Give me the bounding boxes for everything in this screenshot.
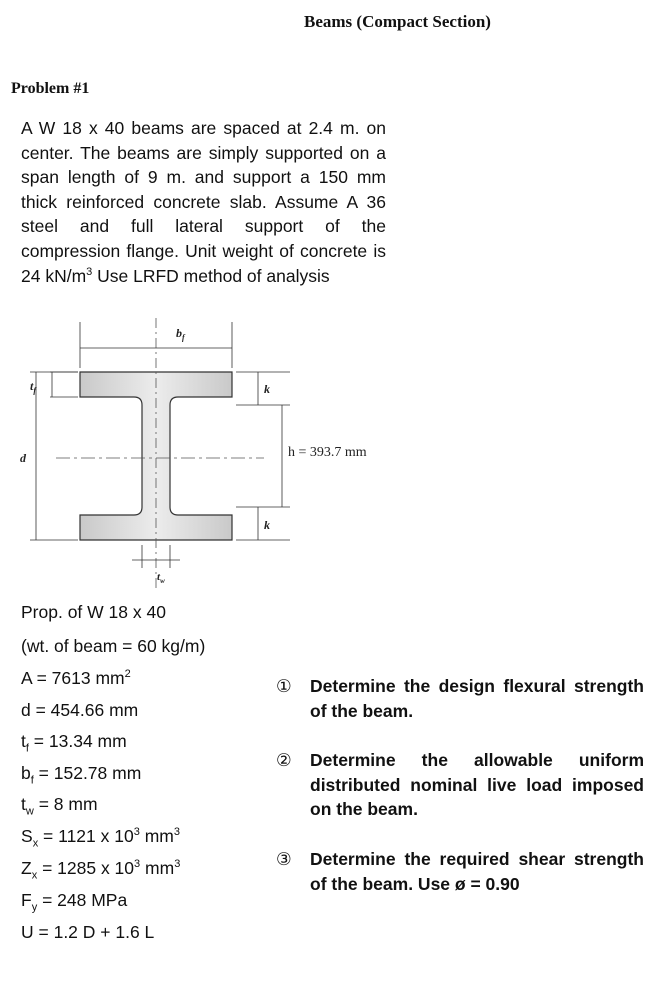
beam-weight: (wt. of beam = 60 kg/m) bbox=[21, 636, 206, 656]
tf-value: $t_f = 13.34$ mm bbox=[21, 731, 127, 755]
tw-label: $t_w$ bbox=[157, 571, 165, 585]
problem-statement bbox=[21, 116, 386, 288]
page-title: Beams (Compact Section) bbox=[304, 12, 491, 31]
tw-value: $t_w = 8$ mm bbox=[21, 794, 98, 818]
question-number: ② bbox=[276, 750, 292, 770]
question-number: ① bbox=[276, 676, 292, 696]
zx-value: $Z_x = 1285$ x $10^3$ $mm^3$ bbox=[21, 858, 181, 882]
properties-title: Prop. of W 18 x 40 bbox=[21, 602, 166, 622]
bf-value: $b_f = 152.78$ mm bbox=[21, 763, 142, 787]
h-label: h = 393.7 mm bbox=[288, 445, 367, 460]
problem-text-superscript: 3 bbox=[86, 265, 93, 278]
i-beam-shape bbox=[80, 372, 232, 540]
sx-value: $S_x = 1121$ x $10^3$ $mm^3$ bbox=[21, 826, 180, 850]
k-bottom-label: k bbox=[264, 518, 270, 532]
load-combination: U = 1.2 D + 1.6 L bbox=[21, 922, 155, 942]
question-text: Determine the required shear strength of the beam. Use ø = 0.90 bbox=[310, 849, 644, 894]
k-top-label: k bbox=[264, 382, 270, 396]
problem-text-body: A W 18 x 40 beams are spaced at 2.4 m. on center. The beams are simply supported on a span length of 9 m. and support a 150 mm thick reinforced concrete slab. Assume A 36 steel and full lateral support of the compression flange. Unit weight of concrete is 24 kN/m bbox=[21, 118, 386, 286]
d-label: d bbox=[20, 451, 26, 465]
fy-value: $F_y = 248$ MPa bbox=[21, 890, 128, 914]
area-value: A = 7613 $mm^2$ bbox=[21, 668, 131, 688]
depth-value: d = 454.66 mm bbox=[21, 700, 139, 720]
tf-label: $t_f$ bbox=[30, 379, 37, 395]
problem-label: Problem #1 bbox=[11, 80, 90, 97]
question-number: ③ bbox=[276, 849, 292, 869]
problem-text-end: Use LRFD method of analysis bbox=[92, 265, 330, 286]
bf-label: $b_f$ bbox=[176, 326, 185, 342]
question-text: Determine the allowable uniform distributed nominal live load imposed on the beam. bbox=[310, 750, 644, 819]
w-section-diagram bbox=[0, 300, 648, 600]
question-text: Determine the design flexural strength of the beam. bbox=[310, 676, 644, 721]
